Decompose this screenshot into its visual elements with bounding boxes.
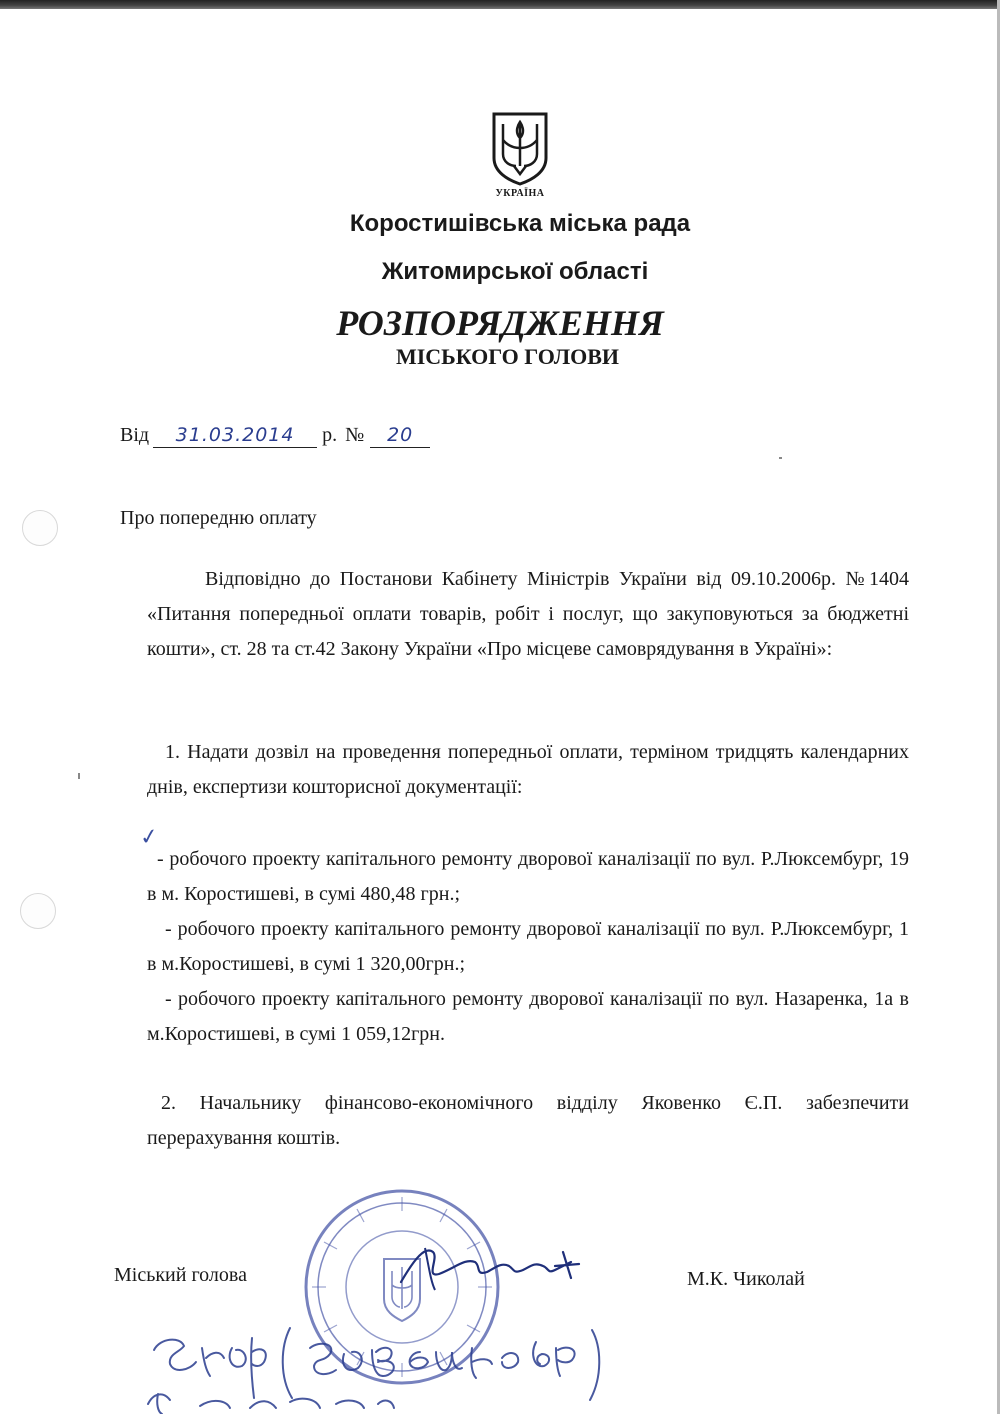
scan-speck (779, 457, 782, 459)
order-subitem: - робочого проекту капітального ремонту дворової каналізації по вул. Р.Люксембург, 19 в м. Коростишеві, в сумі 480,48 грн.; (147, 848, 909, 905)
trident-coat-of-arms-icon (490, 110, 550, 186)
punch-hole (22, 510, 58, 546)
number-value: 20 (387, 424, 414, 446)
scan-speck (78, 773, 80, 779)
date-suffix: р. (322, 424, 338, 446)
council-name: Коростишівська міська рада (349, 210, 691, 237)
order-subitem: - робочого проекту капітального ремонту дворової каналізації по вул. Назаренка, 1а в м.Коростишеві, в сумі 1 059,12грн. (147, 988, 909, 1045)
document-type: РОЗПОРЯДЖЕННЯ (336, 303, 664, 343)
date-value: 31.03.2014 (175, 424, 295, 446)
order-item-1: 1. Надати дозвіл на проведення попередньої оплати, терміном тридцять календарних днів, експертизи кошторисної документації: (147, 741, 909, 798)
punch-hole (20, 893, 56, 929)
document-meta (120, 424, 430, 448)
check-mark-icon: ✓ (138, 823, 161, 852)
document-subject: Про попередню оплату (120, 507, 317, 529)
state-emblem (480, 110, 560, 199)
number-field (370, 424, 430, 448)
council-region: Житомирської області (381, 258, 649, 285)
preamble-paragraph: Відповідно до Постанови Кабінету Міністрів України від 09.10.2006р. №1404 «Питання попередньої оплати товарів, робіт і послуг, що закуповуються за бюджетні кошти», ст. 28 та ст.42 Закону України «Про місцеве самоврядування в Україні»: (147, 568, 909, 660)
document-subtitle: МІСЬКОГО ГОЛОВИ (395, 344, 620, 369)
mayor-title: Міський голова (114, 1264, 247, 1286)
scan-top-edge (0, 0, 1000, 9)
number-prefix: № (345, 424, 365, 446)
emblem-caption: УКРАЇНА (495, 188, 545, 199)
date-field (153, 424, 317, 448)
order-item-2: 2. Начальнику фінансово-економічного відділу Яковенко Є.П. забезпечити перерахування коштів. (147, 1092, 909, 1149)
signature (395, 1238, 585, 1298)
handwritten-note (140, 1318, 610, 1414)
order-subitem: - робочого проекту капітального ремонту дворової каналізації по вул. Р.Люксембург, 1 в м.Коростишеві, в сумі 1 320,00грн.; (147, 918, 909, 975)
mayor-name: М.К. Чиколай (687, 1268, 805, 1290)
date-prefix: Від (120, 424, 150, 446)
